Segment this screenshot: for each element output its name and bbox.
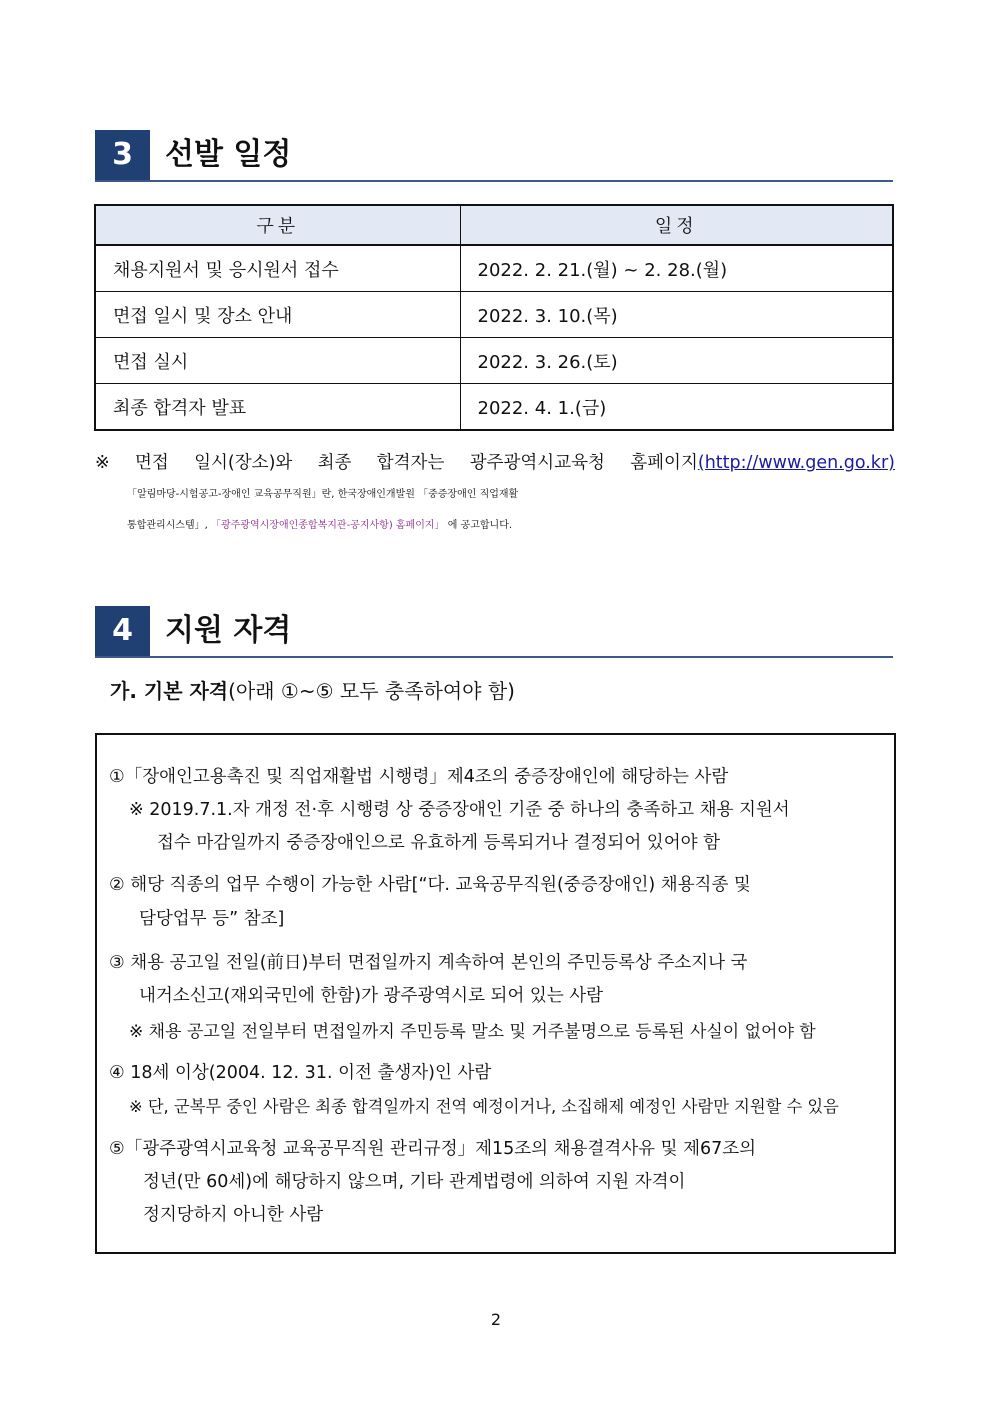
table-header-row <box>95 205 893 245</box>
notice-word: 면접 <box>135 453 169 473</box>
qualifications-box <box>95 733 896 1254</box>
table-cell: 2022. 4. 1.(금) <box>460 384 893 431</box>
qualification-2: ② 해당 직종의 업무 수행이 가능한 사람[“다. 교육공무직원(중증장애인) 채용직종 및 <box>109 875 751 895</box>
qualification-5-cont-2: 정지당하지 아니한 사람 <box>143 1205 324 1225</box>
table-row <box>95 384 893 431</box>
qualification-1-note: ※ 2019.7.1.자 개정 전·후 시행령 상 중증장애인 기준 중 하나의 충족하고 채용 지원서 <box>129 800 790 820</box>
section-number: 4 <box>95 606 150 656</box>
qualification-5: ⑤「광주광역시교육청 교육공무직원 관리규정」제15조의 채용결격사유 및 제67조의 <box>109 1139 757 1159</box>
qualification-4-note: ※ 단, 군복무 중인 사람은 최종 합격일까지 전역 예정이거나, 소집해제 예정인 사람만 지원할 수 있음 <box>129 1097 839 1116</box>
homepage-link[interactable]: (http://www.gen.go.kr) <box>697 453 895 473</box>
qualification-1-note-cont: 접수 마감일까지 중증장애인으로 유효하게 등록되거나 결정되어 있어야 함 <box>157 833 720 853</box>
column-header-category: 구분 <box>95 205 460 245</box>
notice-word: 일시(장소)와 <box>194 453 293 473</box>
subheading-basic-qualification <box>110 675 515 704</box>
notice-line-1 <box>135 448 895 479</box>
section-number: 3 <box>95 130 150 180</box>
note-mark: ※ <box>95 453 110 473</box>
table-row <box>95 338 893 384</box>
table-cell: 최종 합격자 발표 <box>95 384 460 431</box>
qualification-3-cont: 내거소신고(재외국민에 한함)가 광주광역시로 되어 있는 사람 <box>139 986 604 1006</box>
section-title: 지원 자격 <box>165 613 292 648</box>
subheading-bold: 가. 기본 자격 <box>110 679 229 703</box>
notice-word: 광주광역시교육청 <box>469 453 605 473</box>
section-3-heading <box>95 130 893 182</box>
column-header-schedule: 일정 <box>460 205 893 245</box>
qualification-1: ①「장애인고용촉진 및 직업재활법 시행령」제4조의 중증장애인에 해당하는 사람 <box>109 767 729 787</box>
table-cell: 2022. 3. 10.(목) <box>460 292 893 338</box>
notice-highlight: 「광주광역시장애인종합복지관-공지사항) 홈페이지」 <box>210 520 445 531</box>
page-number: 2 <box>490 1310 502 1329</box>
qualification-2-cont: 담당업무 등” 참조] <box>139 909 285 929</box>
section-4-heading <box>95 606 893 658</box>
notice-line-2: 「알림마당-시험공고-장애인 교육공무직원」란, 한국장애인개발원 「중증장애인 직업재활 <box>127 489 519 500</box>
qualification-4: ④ 18세 이상(2004. 12. 31. 이전 출생자)인 사람 <box>109 1063 492 1083</box>
table-cell: 면접 일시 및 장소 안내 <box>95 292 460 338</box>
table-row <box>95 292 893 338</box>
notice-word: 합격자는 <box>376 453 445 473</box>
table-cell: 2022. 3. 26.(토) <box>460 338 893 384</box>
notice-word: 최종 <box>317 453 352 473</box>
table-cell: 채용지원서 및 응시원서 접수 <box>95 245 460 292</box>
subheading-rest: (아래 ①~⑤ 모두 충족하여야 함) <box>228 679 515 703</box>
table-cell: 2022. 2. 21.(월) ~ 2. 28.(월) <box>460 245 893 292</box>
notice-line-3 <box>127 510 895 541</box>
qualification-3-note: ※ 채용 공고일 전일부터 면접일까지 주민등록 말소 및 거주불명으로 등록된 사실이 없어야 함 <box>129 1022 816 1042</box>
section-title: 선발 일정 <box>165 137 292 172</box>
notice-word-homepage: 홈페이지(http://www.gen.go.kr) <box>630 453 895 473</box>
notice-text: 에 공고합니다. <box>447 520 513 531</box>
schedule-table <box>94 204 894 431</box>
qualification-5-cont: 정년(만 60세)에 해당하지 않으며, 기타 관계법령에 의하여 지원 자격이 <box>143 1172 686 1192</box>
table-row <box>95 245 893 292</box>
qualification-3: ③ 채용 공고일 전일(前日)부터 면접일까지 계속하여 본인의 주민등록상 주소지나 국 <box>109 953 748 973</box>
table-cell: 면접 실시 <box>95 338 460 384</box>
notice-text: 통합관리시스템」, <box>127 520 211 531</box>
